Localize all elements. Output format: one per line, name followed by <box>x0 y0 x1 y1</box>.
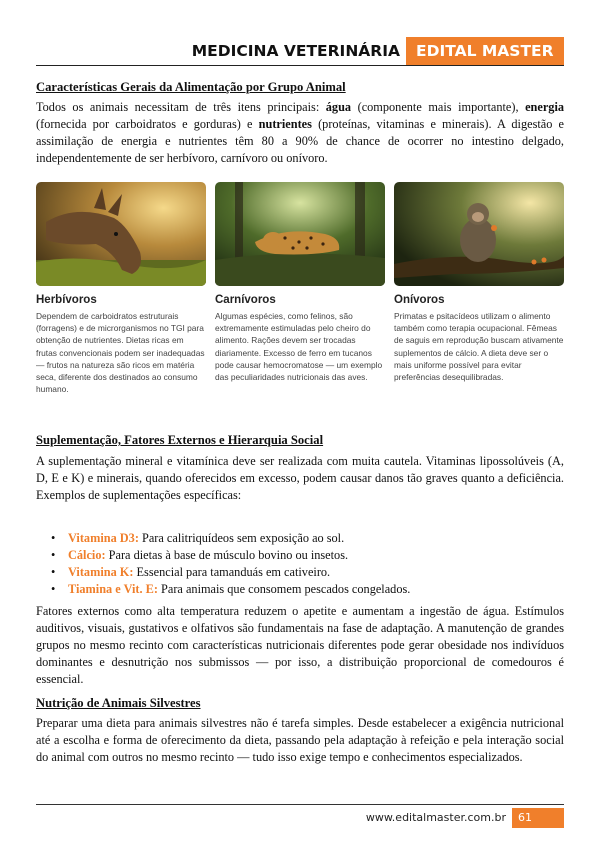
card-description: Dependem de carboidratos estruturais (forragens) e de microrganismos no TGI para obtenção de nutrientes. Dietas ricas em frutas convencionais podem ser inadequadas — frutos na natureza são ricos em matéria seca, diferente dos destinados ao consumo humano. <box>36 311 205 395</box>
animal-group-cards <box>36 182 564 404</box>
monkey-eating-image <box>394 182 564 286</box>
page-footer <box>366 808 564 828</box>
paragraph-alimentacao: Todos os animais necessitam de três itens principais: água (componente mais importante), energia (fornecida por carboidratos e gorduras) e nutrientes (proteínas, vitaminas e minerais). A digestão e assimilação de energia e nutrientes têm 80 a 90% de chance de ocorrer no intestino delgado, independentemente de ser herbívoro, carnívoro ou onívoro. <box>36 100 565 165</box>
deer-grazing-image <box>36 182 206 286</box>
header-subject: MEDICINA VETERINÁRIA <box>191 42 400 60</box>
list-item: • Tiamina e Vit. E: Para animais que consomem pescados congelados. <box>51 582 411 596</box>
list-item: • Vitamina D3: Para calitriquídeos sem exposição ao sol. <box>51 531 345 545</box>
footer-divider <box>36 804 564 805</box>
list-item: • Vitamina K: Essencial para tamanduás em cativeiro. <box>51 565 331 579</box>
card-title: Carnívoros <box>215 294 276 306</box>
section-title-silvestres: Nutrição de Animais Silvestres <box>36 696 201 710</box>
page-header <box>186 37 564 65</box>
list-item: • Cálcio: Para dietas à base de músculo bovino ou insetos. <box>51 548 349 562</box>
card-carnivoros <box>215 182 385 383</box>
header-divider <box>36 65 564 66</box>
section-title-alimentacao: Características Gerais da Alimentação por Grupo Animal <box>36 80 346 94</box>
card-herbivoros <box>36 182 206 395</box>
page-number: 61 <box>512 808 564 828</box>
card-description: Algumas espécies, como felinos, são extremamente estimuladas pelo cheiro do alimento. Rações devem ser trocadas diariamente. Excesso de ferro em tucanos pode causar hemocromatose — um exemplo das peculiaridades nutricionais das aves. <box>215 311 383 383</box>
paragraph-fatores-externos: Fatores externos como alta temperatura reduzem o apetite e aumentam a ingestão de água. Estímulos auditivos, visuais, gustativos e olfativos são fundamentais na fase de adaptação. A manutenção de grandes grupos no mesmo recinto com características nutricionais diferentes pode gerar obesidade nos indivíduos dominantes e desnutrição nos submissos — por isso, a distribuição proporcional de comedouros é essencial. <box>36 604 564 686</box>
footer-url[interactable]: www.editalmaster.com.br <box>365 811 506 824</box>
paragraph-silvestres: Preparar uma dieta para animais silvestres não é tarefa simples. Desde estabelecer a exigência nutricional até a escolha e forma de oferecimento da dieta, passando pela adaptação à refeição e pela interação social do animal com outros no mesmo recinto — tudo isso exige tempo e conhecimentos especializados. <box>36 716 564 764</box>
card-title: Herbívoros <box>36 294 97 306</box>
card-onivoros <box>394 182 564 383</box>
card-title: Onívoros <box>394 294 445 306</box>
supplement-list <box>51 530 548 598</box>
jaguar-resting-image <box>215 182 385 286</box>
header-brand: EDITAL MASTER <box>406 37 564 65</box>
section-title-suplementacao: Suplementação, Fatores Externos e Hierarquia Social <box>36 433 324 447</box>
card-description: Primatas e psitacídeos utilizam o alimento também como terapia ocupacional. Fêmeas de saguis em reprodução buscam ativamente suplementos de cálcio. A dieta deve ser o mais uniforme possível para evitar preferências desequilibradas. <box>394 311 564 383</box>
paragraph-suplementacao: A suplementação mineral e vitamínica deve ser realizada com muita cautela. Vitaminas lipossolúveis (A, D, E e K) e minerais, quando oferecidos em excesso, podem causar danos tão graves quanto a deficiência. Exemplos de suplementações específicas: <box>36 454 564 502</box>
